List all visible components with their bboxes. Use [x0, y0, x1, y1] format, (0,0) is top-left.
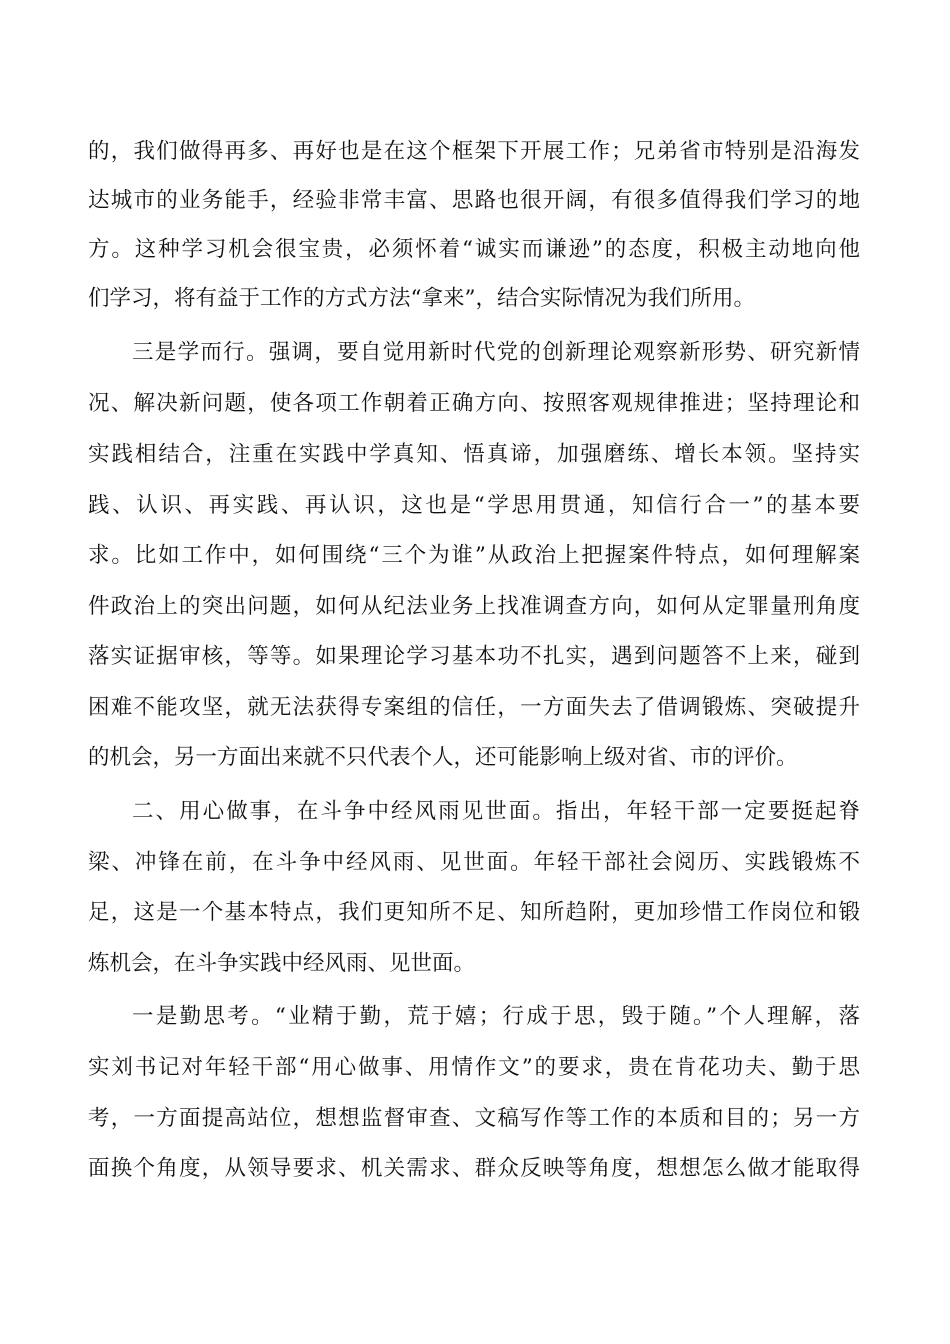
paragraph-1-line-4: 们学习，将有益于工作的方式方法“拿来”，结合实际情况为我们所用。 — [88, 286, 755, 311]
paragraph-4-line-4: 面换个角度，从领导要求、机关需求、群众反映等角度，想想怎么做才能取得 — [88, 1156, 860, 1181]
paragraph-2-line-2: 况、解决新问题，使各项工作朝着正确方向、按照客观规律推进；坚持理论和 — [88, 391, 860, 416]
paragraph-1-line-1: 的，我们做得再多、再好也是在这个框架下开展工作；兄弟省市特别是沿海发 — [88, 139, 860, 164]
paragraph-3-line-4: 炼机会，在斗争实践中经风雨、见世面。 — [88, 951, 476, 976]
paragraph-3-line-2: 梁、冲锋在前，在斗争中经风雨、见世面。年轻干部社会阅历、实践锻炼不 — [88, 850, 860, 875]
paragraph-2-line-6: 件政治上的突出问题，如何从纪法业务上找准调查方向，如何从定罪量刑角度 — [88, 594, 860, 619]
paragraph-1-line-3: 方。这种学习机会很宝贵，必须怀着“诚实而谦逊”的态度，积极主动地向他 — [88, 237, 860, 262]
paragraph-2-line-7: 落实证据审核，等等。如果理论学习基本功不扎实，遇到问题答不上来，碰到 — [88, 644, 860, 669]
paragraph-1-line-2: 达城市的业务能手，经验非常丰富、思路也很开阔，有很多值得我们学习的地 — [88, 188, 860, 213]
paragraph-4-line-2: 实刘书记对年轻干部“用心做事、用情作文”的要求，贵在肯花功夫、勤于思 — [88, 1055, 860, 1080]
paragraph-2-line-4: 践、认识、再实践、再认识，这也是“学思用贯通，知信行合一”的基本要 — [88, 493, 860, 518]
paragraph-4-line-1: 一是勤思考。“业精于勤，荒于嬉；行成于思，毁于随。”个人理解，落 — [132, 1004, 860, 1029]
paragraph-2-line-3: 实践相结合，注重在实践中学真知、悟真谛，加强磨练、增长本领。坚持实 — [88, 442, 860, 467]
paragraph-2-line-1: 三是学而行。强调，要自觉用新时代党的创新理论观察新形势、研究新情 — [132, 340, 860, 365]
paragraph-2-line-5: 求。比如工作中，如何围绕“三个为谁”从政治上把握案件特点，如何理解案 — [88, 543, 860, 568]
paragraph-2-line-8: 困难不能攻坚，就无法获得专案组的信任，一方面失去了借调锻炼、突破提升 — [88, 695, 860, 720]
paragraph-3-line-1: 二、用心做事，在斗争中经风雨见世面。指出，年轻干部一定要挺起脊 — [132, 799, 860, 824]
paragraph-3-line-3: 足，这是一个基本特点，我们更知所不足、知所趋附，更加珍惜工作岗位和锻 — [88, 900, 860, 925]
paragraph-2-line-9: 的机会，另一方面出来就不只代表个人，还可能影响上级对省、市的评价。 — [88, 745, 798, 770]
paragraph-4-line-3: 考，一方面提高站位，想想监督审查、文稿写作等工作的本质和目的；另一方 — [88, 1106, 860, 1131]
